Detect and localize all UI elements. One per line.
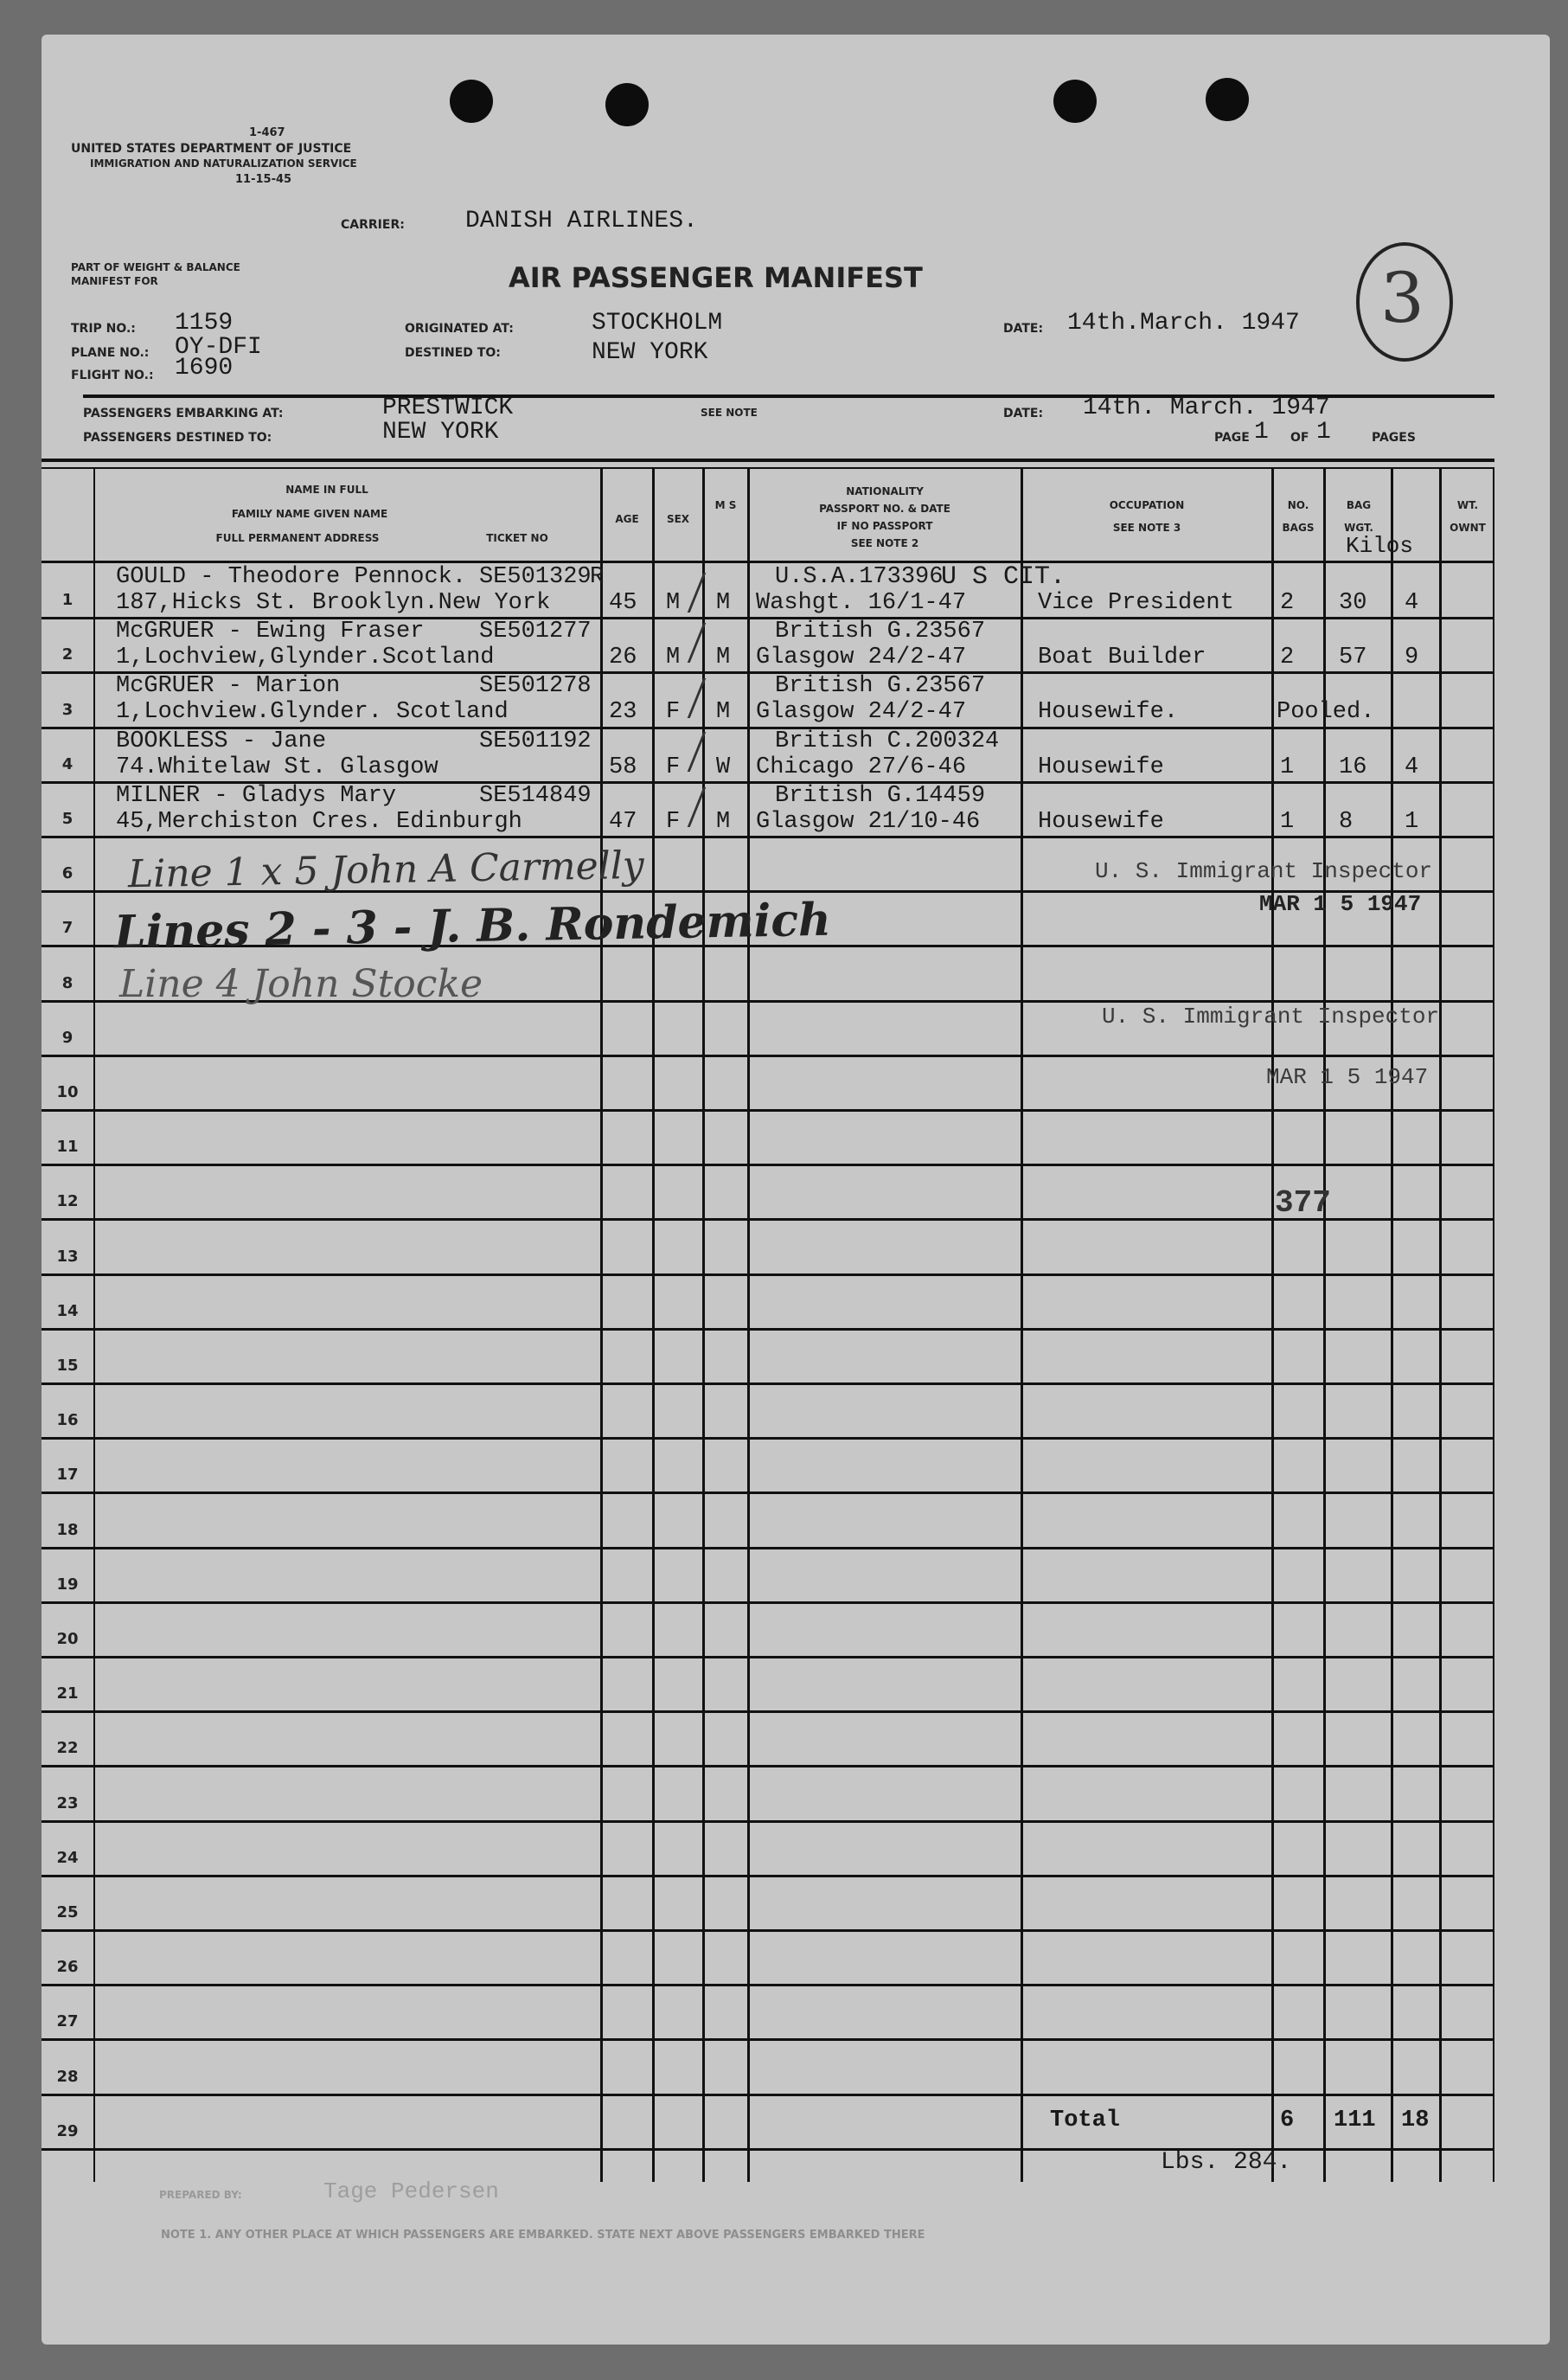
destined-to-label: PASSENGERS DESTINED TO: — [83, 431, 272, 445]
passenger-name: MILNER - Gladys Mary — [116, 783, 397, 809]
punch-hole — [1206, 78, 1249, 121]
row-divider — [42, 1984, 1494, 1986]
row-number: 21 — [56, 1684, 79, 1703]
bags-no-header: NO. — [1287, 499, 1309, 511]
date2-value: 14th. March. 1947 — [1083, 395, 1330, 421]
row-number: 14 — [56, 1302, 79, 1320]
row-number: 23 — [56, 1794, 79, 1812]
passenger-sex: F — [666, 699, 681, 725]
citizenship-note: U S CIT. — [941, 562, 1066, 592]
name-header: NAME IN FULL — [285, 484, 368, 496]
carrier-label: CARRIER: — [341, 218, 405, 232]
trip-value: 1159 — [175, 310, 234, 337]
row-divider — [42, 1382, 1494, 1385]
sex-header: SEX — [666, 513, 690, 525]
department-name: UNITED STATES DEPARTMENT OF JUSTICE — [71, 142, 352, 156]
embarking-value: PRESTWICK — [382, 395, 514, 421]
row-divider — [42, 1547, 1494, 1549]
total-lbs: Lbs. 284. — [1161, 2149, 1292, 2176]
passenger-address: 187,Hicks St. Brooklyn.New York — [116, 590, 551, 616]
occupation: Housewife — [1038, 809, 1164, 835]
bags-pooled: Pooled. — [1277, 699, 1375, 725]
kilos-note: Kilos — [1346, 533, 1414, 559]
see-note-3-header: SEE NOTE 3 — [1112, 522, 1181, 534]
occupation: Housewife. — [1038, 699, 1179, 725]
manifest-for-label: MANIFEST FOR — [71, 275, 158, 287]
passenger-sex: F — [666, 809, 681, 835]
weight-owner: 1 — [1405, 809, 1419, 835]
prepared-by-label: PREPARED BY: — [159, 2189, 242, 2201]
row-divider — [42, 1492, 1494, 1494]
passenger-age: 23 — [609, 699, 637, 725]
inspector-stamp-2: U. S. Immigrant Inspector — [1102, 1004, 1440, 1030]
nationality-passport: British C.200324 — [775, 728, 1000, 754]
address-header: FULL PERMANENT ADDRESS — [215, 532, 380, 544]
row-divider — [42, 1437, 1494, 1440]
wt-header: WT. — [1456, 499, 1479, 511]
row-divider — [42, 1820, 1494, 1823]
row-number: 18 — [56, 1521, 79, 1539]
of-value: 1 — [1316, 419, 1331, 446]
occupation: Boat Builder — [1038, 645, 1206, 670]
punch-hole — [605, 83, 649, 126]
ticket-number: SE501192 — [479, 728, 592, 754]
stamp-number: 377 — [1275, 1185, 1331, 1221]
originated-label: ORIGINATED AT: — [405, 322, 514, 336]
row-divider — [42, 1273, 1494, 1276]
row-divider — [42, 2094, 1494, 2096]
passport-issue: Glasgow 24/2-47 — [756, 645, 967, 670]
row-divider — [42, 1328, 1494, 1331]
date-label: DATE: — [1003, 322, 1044, 336]
bag-count: 1 — [1280, 809, 1295, 835]
passenger-sex: F — [666, 754, 681, 780]
ticket-number: SE514849 — [479, 783, 592, 809]
passenger-address: 1,Lochview,Glynder.Scotland — [116, 645, 495, 670]
row-number: 5 — [61, 810, 74, 828]
row-number: 24 — [56, 1849, 79, 1867]
passenger-age: 45 — [609, 590, 637, 616]
passenger-name: McGRUER - Ewing Fraser — [116, 619, 425, 645]
check-mark — [675, 623, 707, 663]
form-number: 1-467 — [249, 126, 285, 139]
row-divider — [42, 2038, 1494, 2041]
ticket-number: SE501277 — [479, 619, 592, 645]
marital-status: M — [716, 809, 731, 835]
pages-label: PAGES — [1372, 431, 1416, 445]
row-number: 28 — [56, 2068, 79, 2086]
row-divider — [42, 1601, 1494, 1604]
passenger-age: 47 — [609, 809, 637, 835]
row-divider — [42, 1929, 1494, 1932]
total-weight: 18 — [1401, 2107, 1430, 2133]
destined-value: NEW YORK — [592, 339, 708, 366]
corner-number: 3 — [1380, 258, 1424, 338]
marital-status: M — [716, 590, 731, 616]
row-number: 22 — [56, 1739, 79, 1757]
row-divider — [42, 1875, 1494, 1877]
row-number: 12 — [56, 1192, 79, 1210]
row-number: 3 — [61, 701, 74, 719]
check-mark — [675, 787, 707, 827]
family-given-header: FAMILY NAME GIVEN NAME — [231, 508, 388, 520]
bag-weight: 57 — [1339, 645, 1367, 670]
no-passport-header: IF NO PASSPORT — [836, 520, 933, 532]
passport-header: PASSPORT NO. & DATE — [819, 503, 950, 515]
passenger-address: 74.Whitelaw St. Glasgow — [116, 754, 438, 780]
nationality-passport: British G.23567 — [775, 619, 986, 645]
row-number: 9 — [61, 1029, 74, 1047]
occupation: Vice President — [1038, 590, 1234, 616]
handwritten-line-8: Line 4 John Stocke — [119, 962, 483, 1006]
row-number: 4 — [61, 755, 74, 773]
ticket-number: SE501278 — [479, 673, 592, 699]
ticket-number: SE501329 — [479, 564, 592, 590]
row-number: 10 — [56, 1083, 79, 1101]
occupation: Housewife — [1038, 754, 1164, 780]
page-value: 1 — [1254, 419, 1269, 446]
weight-owner: 4 — [1405, 754, 1419, 780]
ticket-suffix: R — [590, 564, 605, 590]
of-label: OF — [1290, 431, 1309, 445]
manifest-sheet — [42, 35, 1550, 2345]
bag-wgt-header: WGT. — [1344, 522, 1373, 534]
bags-header: BAGS — [1282, 522, 1315, 534]
trip-label: TRIP NO.: — [71, 322, 136, 336]
marital-status: M — [716, 645, 731, 670]
row-divider — [42, 1055, 1494, 1057]
punch-hole — [450, 80, 493, 123]
total-label: Total — [1050, 2107, 1121, 2133]
occupation-header: OCCUPATION — [1109, 499, 1185, 511]
passenger-name: McGRUER - Marion — [116, 673, 341, 699]
bag-weight: 30 — [1339, 590, 1367, 616]
page-label: PAGE — [1214, 431, 1250, 445]
bag-header: BAG — [1346, 499, 1372, 511]
row-number: 7 — [61, 919, 74, 937]
destined-to-value: NEW YORK — [382, 419, 499, 446]
row-number: 19 — [56, 1575, 79, 1594]
embarking-label: PASSENGERS EMBARKING AT: — [83, 407, 284, 420]
marital-status: W — [716, 754, 731, 780]
weight-owner: 4 — [1405, 590, 1419, 616]
inspection-date-2: MAR 1 5 1947 — [1266, 1064, 1429, 1090]
row-number: 25 — [56, 1903, 79, 1921]
row-divider — [42, 1710, 1494, 1713]
passport-issue: Chicago 27/6-46 — [756, 754, 967, 780]
row-divider — [42, 1164, 1494, 1166]
plane-value: OY-DFI — [175, 334, 262, 361]
plane-label: PLANE NO.: — [71, 346, 150, 360]
carrier-value: DANISH AIRLINES. — [465, 208, 698, 234]
flight-label: FLIGHT NO.: — [71, 369, 154, 382]
weight-owner: 9 — [1405, 645, 1419, 670]
row-number: 11 — [56, 1138, 79, 1156]
passenger-name: GOULD - Theodore Pennock. — [116, 564, 467, 590]
bag-count: 2 — [1280, 645, 1295, 670]
passenger-sex: M — [666, 590, 681, 616]
date2-label: DATE: — [1003, 407, 1044, 420]
passenger-address: 1,Lochview.Glynder. Scotland — [116, 699, 509, 725]
bag-count: 2 — [1280, 590, 1295, 616]
part-of-label: PART OF WEIGHT & BALANCE — [71, 261, 240, 273]
form-title: AIR PASSENGER MANIFEST — [509, 261, 923, 294]
row-number: 8 — [61, 974, 74, 992]
passenger-address: 45,Merchiston Cres. Edinburgh — [116, 809, 522, 835]
see-note-label: SEE NOTE — [701, 407, 758, 419]
total-bag-weight: 111 — [1334, 2107, 1376, 2133]
inspection-date-1: MAR 1 5 1947 — [1259, 891, 1422, 917]
punch-hole — [1053, 80, 1097, 123]
nationality-passport: U.S.A.173396 — [775, 564, 944, 590]
row-divider — [42, 1656, 1494, 1658]
row-number: 13 — [56, 1248, 79, 1266]
marital-status: M — [716, 699, 731, 725]
form-date: 11-15-45 — [235, 173, 292, 186]
row-divider — [42, 1109, 1494, 1112]
see-note-2-header: SEE NOTE 2 — [850, 537, 919, 549]
footer-note: NOTE 1. ANY OTHER PLACE AT WHICH PASSENGERS ARE EMBARKED. STATE NEXT ABOVE PASSENGERS EMBARKED THERE — [161, 2229, 925, 2242]
row-number: 2 — [61, 645, 74, 664]
ticket-header: TICKET NO — [486, 532, 548, 544]
row-number: 20 — [56, 1630, 79, 1648]
handwritten-line-6: Line 1 x 5 John A Carmelly — [127, 843, 645, 897]
passport-issue: Glasgow 21/10-46 — [756, 809, 981, 835]
age-header: AGE — [615, 513, 639, 525]
check-mark — [675, 678, 707, 718]
passenger-name: BOOKLESS - Jane — [116, 728, 327, 754]
prepared-by-value: Tage Pedersen — [323, 2178, 499, 2204]
check-mark — [675, 732, 707, 772]
row-number: 17 — [56, 1466, 79, 1484]
nationality-passport: British G.23567 — [775, 673, 986, 699]
passport-issue: Glasgow 24/2-47 — [756, 699, 967, 725]
row-number: 15 — [56, 1357, 79, 1375]
row-divider — [42, 1765, 1494, 1767]
bag-weight: 8 — [1339, 809, 1354, 835]
passenger-age: 58 — [609, 754, 637, 780]
passport-issue: Washgt. 16/1-47 — [756, 590, 967, 616]
row-number: 26 — [56, 1958, 79, 1976]
inspector-stamp-1: U. S. Immigrant Inspector — [1095, 858, 1433, 884]
total-bags: 6 — [1280, 2107, 1295, 2133]
row-number: 29 — [56, 2122, 79, 2140]
row-divider — [42, 836, 1494, 838]
originated-value: STOCKHOLM — [592, 310, 723, 337]
row-number: 16 — [56, 1411, 79, 1429]
handwritten-line-7: Lines 2 - 3 - J. B. Rondemich — [113, 893, 832, 959]
ownt-header: OWNT — [1450, 522, 1486, 534]
date-value: 14th.March. 1947 — [1067, 310, 1300, 337]
destined-label: DESTINED TO: — [405, 346, 501, 360]
ms-header: M S — [714, 499, 737, 511]
bag-count: 1 — [1280, 754, 1295, 780]
nationality-passport: British G.14459 — [775, 783, 986, 809]
bag-weight: 16 — [1339, 754, 1367, 780]
flight-value: 1690 — [175, 355, 234, 382]
passenger-sex: M — [666, 645, 681, 670]
row-number: 1 — [61, 591, 74, 609]
nationality-header: NATIONALITY — [846, 485, 924, 497]
row-number: 27 — [56, 2012, 79, 2030]
service-name: IMMIGRATION AND NATURALIZATION SERVICE — [90, 157, 357, 170]
row-number: 6 — [61, 864, 74, 882]
passenger-age: 26 — [609, 645, 637, 670]
